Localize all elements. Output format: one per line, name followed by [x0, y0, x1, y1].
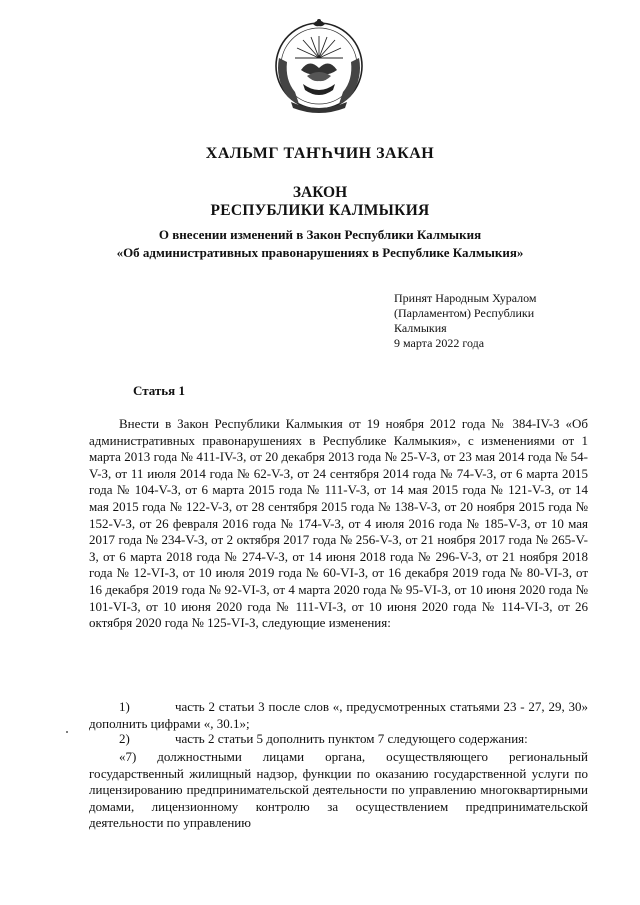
republic-heading: РЕСПУБЛИКИ КАЛМЫКИЯ: [210, 202, 430, 219]
kalmykia-coat-of-arms-emblem: [273, 18, 365, 116]
scan-speck: [66, 731, 68, 733]
list-item-number: 2): [119, 731, 130, 746]
article-title: Статья 1: [133, 383, 185, 398]
adoption-date: 9 марта 2022 года: [394, 336, 485, 350]
adoption-line: (Парламентом) Республики: [394, 306, 535, 320]
article-intro-paragraph: Внести в Закон Республики Калмыкия от 19 ноября 2012 года № 384-IV-З «Об административных правонарушениях в Республике Калмыкия», с изменениями от 1 марта 2013 года № 411-IV-З, от 20 декабря 2013 года № 25-V-З, от 23 мая 2014 года № 54-V-З, от 11 июля 2014 года № 62-V-З, от 24 сентября 2014 года № 74-V-З, от 6 марта 2015 года № 104-V-З, от 6 марта 2015 года № 111-V-З, от 14 мая 2015 года № 121-V-З, от 14 мая 2015 года № 122-V-З, от 28 сентября 2015 года № 138-V-З, от 20 ноября 2015 года № 152-V-З, от 26 февраля 2016 года № 174-V-З, от 4 июля 2016 года № 185-V-З, от 10 мая 2017 года № 234-V-З, от 2 октября 2017 года № 256-V-З, от 21 ноября 2017 года № 265-V-З, от 6 марта 2018 года № 274-V-З, от 14 июня 2018 года № 296-V-З, от 21 ноября 2018 года № 12-VI-З, от 10 июля 2019 года № 60-VI-З, от 16 декабря 2019 года № 80-VI-З, от 16 декабря 2019 года № 92-VI-З, от 4 марта 2020 года № 95-VI-З, от 10 июня 2020 года № 101-VI-З, от 10 июня 2020 года № 111-VI-З, от 10 июня 2020 года № 114-VI-З, от 26 октября 2020 года № 125-VI-З, следующие изменения:: [89, 416, 588, 631]
quoted-amendment-paragraph: «7) должностными лицами органа, осуществляющего региональный государственный жилищный надзор, функции по оказанию государственной услуги по лицензированию предпринимательской деятельности по управлению многоквартирными домами, лицензионному контролю за осуществлением предпринимательской деятельности по управлению: [89, 749, 588, 831]
adoption-line: Принят Народным Хуралом: [394, 291, 537, 305]
law-heading: ЗАКОН: [292, 184, 348, 201]
kalmyk-law-title: ХАЛЬМГ ТАҤҺЧИН ЗАКАН: [205, 145, 435, 162]
list-item: [89, 699, 588, 732]
list-item-text: часть 2 статьи 3 после слов «, предусмотренных статьями 23 - 27, 29, 30» дополнить цифрами «, 30.1»;: [89, 699, 588, 731]
law-subtitle-line-2: «Об административных правонарушениях в Республике Калмыкия»: [116, 245, 524, 260]
list-item-text: часть 2 статьи 5 дополнить пунктом 7 следующего содержания:: [175, 731, 528, 746]
adoption-note: [394, 291, 537, 351]
adoption-line: Калмыкия: [394, 321, 447, 335]
list-item: [89, 731, 588, 748]
law-subtitle-line-1: О внесении изменений в Закон Республики Калмыкия: [158, 227, 482, 242]
list-item-number: 1): [119, 699, 130, 714]
